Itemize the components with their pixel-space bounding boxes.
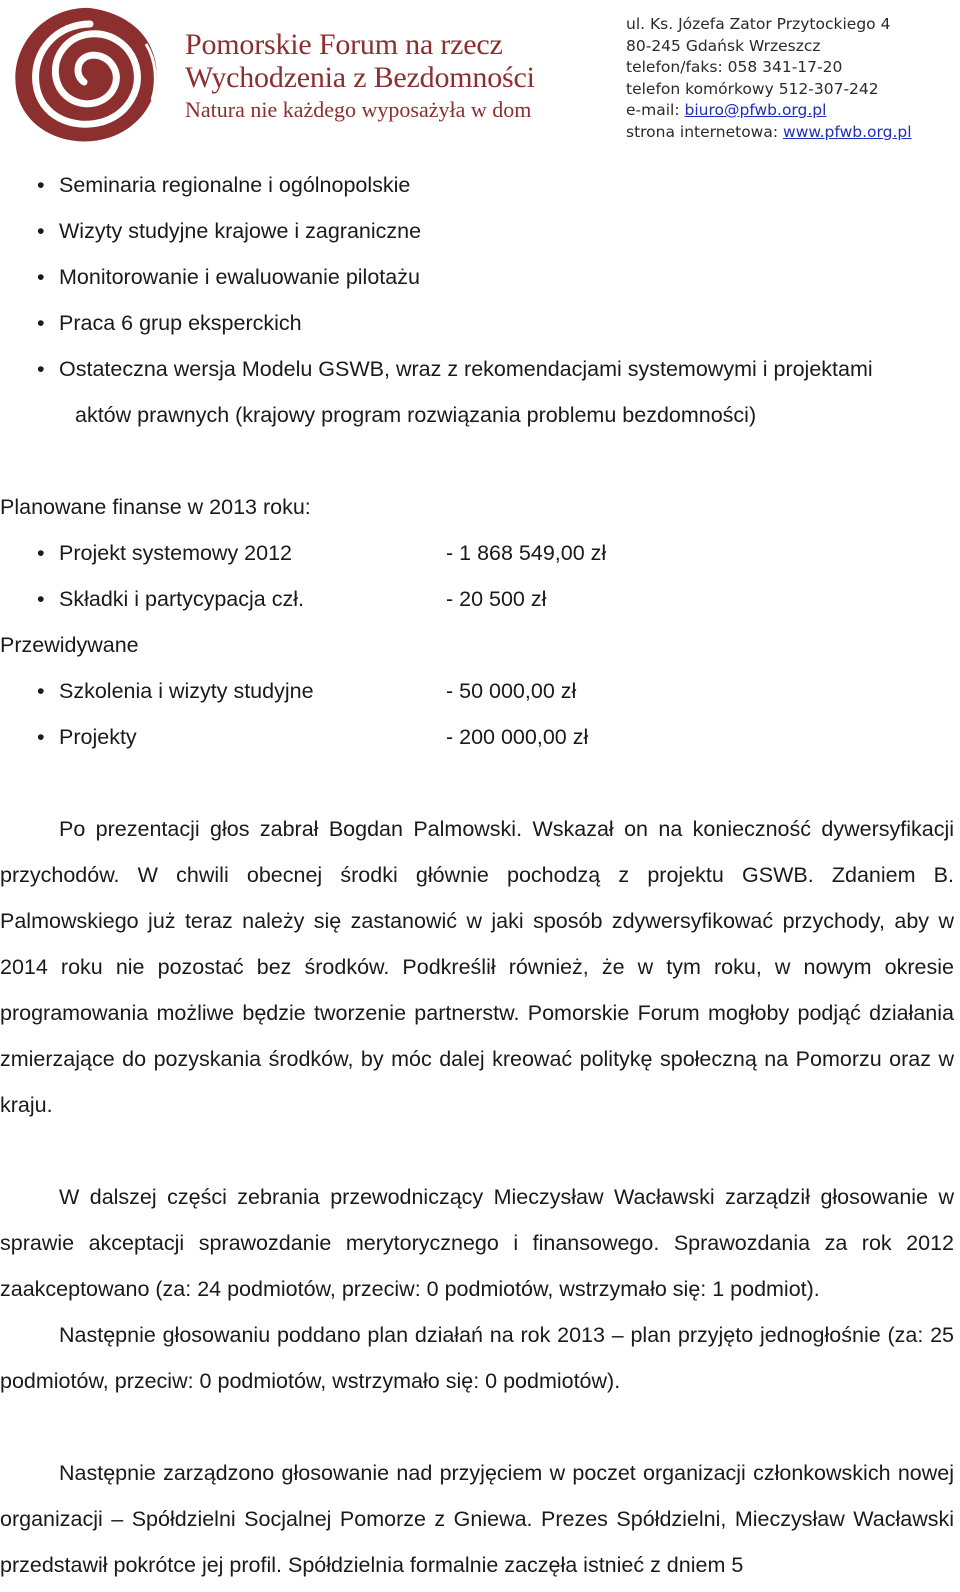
city-line: 80-245 Gdańsk Wrzeszcz [626,36,821,55]
finance-amount: - 20 500 zł [446,587,547,611]
finance-label: • Projekt systemowy 2012 [59,541,293,565]
paragraph-new-member: Następnie zarządzono głosowanie nad przyjęciem w poczet organizacji członkowskich nowej organizacji – Spółdzielni Socjalnej Pomorze z Gniewa. Prezes Spółdzielni, Mieczysław Wacławski przedstawił pokrótce jej profil. Spółdzielnia formalnie zaczęła istnieć z dniem 5 [0,1461,954,1577]
letterhead [0,0,960,150]
list-item: • Wizyty studyjne krajowe i zagraniczne [0,208,954,254]
address-line: ul. Ks. Józefa Zator Przytockiego 4 [626,15,891,33]
document-body [0,162,954,1588]
website-line [626,122,912,144]
activities-list [0,162,954,392]
mobile-line: telefon komórkowy 512-307-242 [626,79,879,98]
list-item: • Ostateczna wersja Modelu GSWB, wraz z rekomendacjami systemowymi i projektami [0,346,954,392]
spacer [0,760,954,806]
website-label: strona internetowa: [626,122,784,141]
email-line [626,100,912,122]
finance-label: • Szkolenia i wizyty studyjne [59,679,314,703]
finance-amount: - 200 000,00 zł [446,725,589,749]
finance-row [0,530,954,576]
org-tagline: Natura nie każdego wyposażyła w dom [185,97,532,122]
finance-amount: - 50 000,00 zł [446,679,577,703]
org-name-line-1: Pomorskie Forum na rzecz [185,28,503,61]
spacer [0,1404,954,1450]
paragraph-vote-reports: W dalszej części zebrania przewodniczący Mieczysław Wacławski zarządził głosowanie w sprawie akceptacji sprawozdanie merytorycznego i finansowego. Sprawozdania za rok 2012 zaakceptowano (za: 24 podmiotów, przeciw: 0 podmiotów, wstrzymało się: 1 podmiot). [0,1185,954,1301]
spiral-shell-logo-icon [6,4,166,148]
finance-label: • Projekty [59,725,137,749]
finance-label: • Składki i partycypacja czł. [59,587,304,611]
org-name-line-2: Wychodzenia z Bezdomności [185,61,535,94]
expected-heading: Przewidywane [0,633,139,657]
finance-row [0,714,954,760]
website-link[interactable]: www.pfwb.org.pl [783,122,912,141]
finance-amount: - 1 868 549,00 zł [446,541,607,565]
email-label: e-mail: [626,101,685,119]
list-item: • Praca 6 grup eksperckich [0,300,954,346]
spacer [0,1128,954,1174]
spacer [0,438,954,484]
paragraph-palmowski: Po prezentacji głos zabrał Bogdan Palmowski. Wskazał on na konieczność dywersyfikacji przychodów. W chwili obecnej środki głównie pochodzą z projektu GSWB. Zdaniem B. Palmowskiego już teraz należy się zastanowić w jaki sposób zdywersyfikować przychody, aby w 2014 roku nie pozostać bez środków. Podkreślił również, że w tym roku, w nowym okresie programowania możliwe będzie tworzenie partnerstw. Pomorskie Forum mogłoby podjąć działania zmierzające do pozyskania środków, by móc dalej kreować politykę społeczną na Pomorzu oraz w kraju. [0,817,954,1117]
expected-finance-list [0,668,954,760]
list-item-continuation: aktów prawnych (krajowy program rozwiązania problemu bezdomności) [75,403,757,427]
list-item: • Monitorowanie i ewaluowanie pilotażu [0,254,954,300]
list-item: • Seminaria regionalne i ogólnopolskie [0,162,954,208]
finance-heading: Planowane finanse w 2013 roku: [0,495,311,519]
finance-row [0,668,954,714]
finance-row [0,576,954,622]
paragraph-vote-plan: Następnie głosowaniu poddano plan działań na rok 2013 – plan przyjęto jednogłośnie (za: 25 podmiotów, przeciw: 0 podmiotów, wstrzymało się: 0 podmiotów). [0,1323,954,1393]
phone-fax-line: telefon/faks: 058 341-17-20 [626,58,843,76]
organization-name-block [185,28,535,124]
contact-block [626,14,912,143]
email-link[interactable]: biuro@pfwb.org.pl [684,101,827,119]
planned-finance-list [0,530,954,622]
